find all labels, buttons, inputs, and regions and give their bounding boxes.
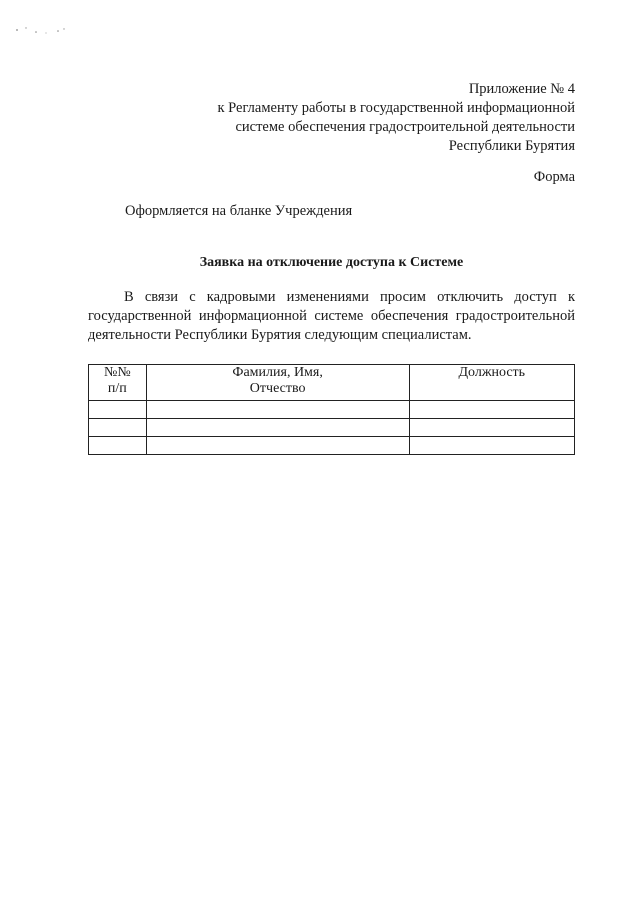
document-title: Заявка на отключение доступа к Системе [199,255,464,270]
table-cell [146,401,409,419]
form-label: Форма [533,169,575,185]
table-cell [409,401,574,419]
header-position: Должность [409,365,574,401]
header-number-line-1: №№ [104,365,131,380]
table-row [89,419,575,437]
header-full-name [146,365,409,401]
body-paragraph: В связи с кадровыми изменениями просим отключить доступ к государственной информационной системе обеспечения градостроительной деятельности Республики Бурятия следующим специалистам. [88,289,575,343]
header-full-name-line-2: Отчество [249,381,306,396]
scan-artifact-marks [14,24,74,38]
table-header-row [89,365,575,401]
table-cell [146,437,409,455]
table-row [89,437,575,455]
header-full-name-line-1: Фамилия, Имя, [232,365,323,380]
appendix-line-3: системе обеспечения градостроительной деятельности [235,119,575,135]
blank-note: Оформляется на бланке Учреждения [125,203,353,219]
table-row [89,401,575,419]
table-cell [89,419,147,437]
appendix-line-1: Приложение № 4 [468,81,575,97]
table-cell [89,437,147,455]
table-cell [89,401,147,419]
header-number-line-2: п/п [107,381,127,396]
table-cell [409,419,574,437]
table-cell [409,437,574,455]
appendix-line-2: к Регламенту работы в государственной информационной [217,100,575,116]
appendix-line-4: Республики Бурятия [448,138,575,154]
specialists-table [88,364,575,455]
header-number [89,365,147,401]
table-cell [146,419,409,437]
appendix-header [155,80,575,156]
